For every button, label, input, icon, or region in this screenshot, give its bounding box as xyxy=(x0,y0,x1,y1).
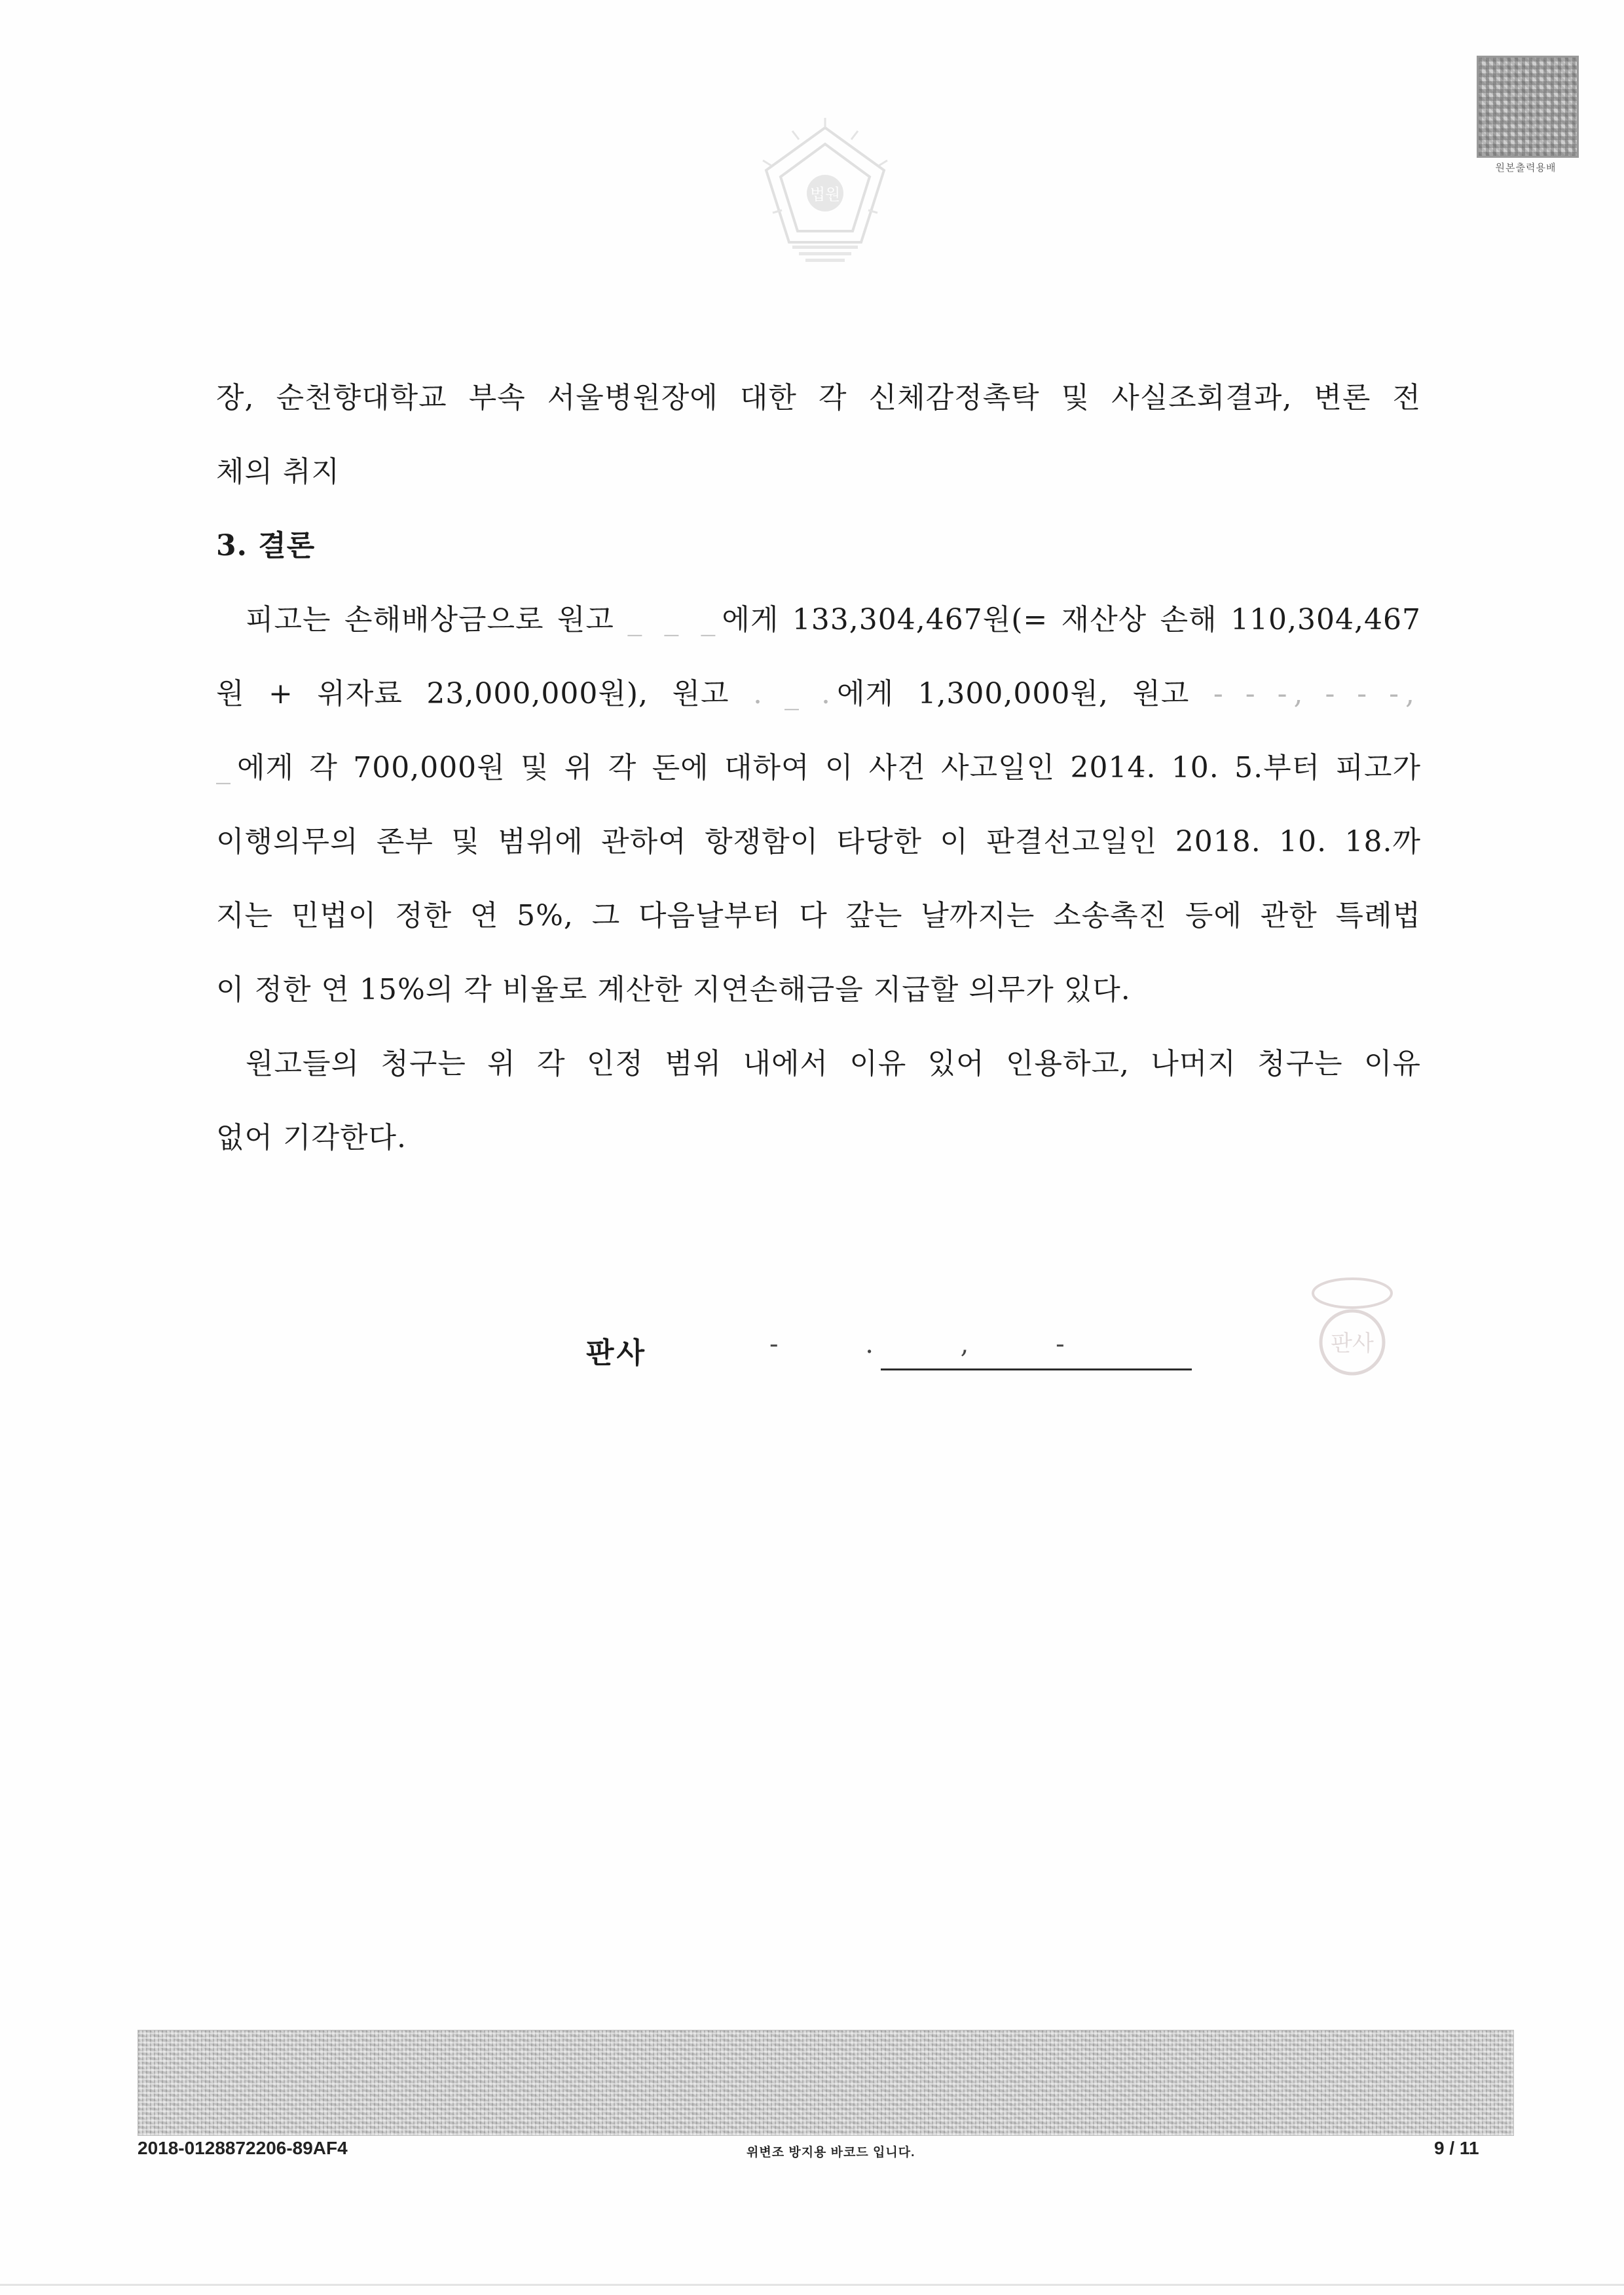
redacted-name: _ _ _ xyxy=(627,603,722,636)
emblem-label: 법원 xyxy=(809,185,841,204)
judge-seal-icon xyxy=(1303,1267,1401,1378)
redacted-name: . _ . xyxy=(752,677,837,710)
document-code: 2018-0128872206-89AF4 xyxy=(138,2138,348,2158)
seal-label: 판사 xyxy=(1331,1331,1374,1357)
conclusion-line-8: 없어 기각한다. xyxy=(216,1121,407,1154)
conclusion-line-6: 이 정한 연 15%의 각 비율로 계산한 지연손해금을 지급할 의무가 있다. xyxy=(216,973,1131,1006)
conclusion-text: 피고는 손해배상금으로 원고 xyxy=(246,603,628,636)
redacted-name: - - -, - - -, xyxy=(1213,677,1421,710)
anti-forgery-barcode xyxy=(138,2030,1514,2136)
barcode-note: 위변조 방지용 바코드 입니다. xyxy=(747,2146,915,2159)
judgment-body xyxy=(216,380,1421,1194)
conclusion-text: 에게 각 700,000원 및 위 각 돈에 대하여 이 사건 사고일인 2014. 10. 5.부터 피고가 xyxy=(237,751,1421,784)
section-heading: 3. 결론 xyxy=(216,529,316,562)
redacted-name: _ xyxy=(216,751,237,784)
page-number: 9 / 11 xyxy=(1434,2138,1479,2158)
conclusion-line-3 xyxy=(216,750,1421,786)
page-edge-divider xyxy=(0,2284,1624,2286)
conclusion-text: 에게 1,300,000원, 원고 xyxy=(836,677,1213,710)
court-emblem-icon xyxy=(753,115,897,265)
judge-label: 판사 xyxy=(586,1336,648,1370)
body-line-1: 장, 순천향대학교 부속 서울병원장에 대한 각 신체감정촉탁 및 사실조회결과, 변론 전 xyxy=(216,381,1422,414)
conclusion-line-7: 원고들의 청구는 위 각 인정 범위 내에서 이유 있어 인용하고, 나머지 청구는 이유 xyxy=(246,1047,1421,1080)
judge-signature-block xyxy=(586,1329,1411,1382)
conclusion-line-4: 이행의무의 존부 및 범위에 관하여 항쟁함이 타당한 이 판결선고일인 2018. 10. 18.까 xyxy=(216,825,1421,858)
signature-line xyxy=(881,1368,1192,1370)
conclusion-text: 에게 133,304,467원(= 재산상 손해 110,304,467 xyxy=(722,603,1421,636)
signature-redacted: - . , - xyxy=(769,1329,1104,1359)
conclusion-line-5: 지는 민법이 정한 연 5%, 그 다음날부터 다 갚는 날까지는 소송촉진 등에 관한 특례법 xyxy=(216,899,1421,932)
qr-caption: 원본출력용배 xyxy=(1495,162,1557,174)
verification-qr xyxy=(1477,56,1575,174)
qr-code-icon xyxy=(1477,56,1579,158)
conclusion-text: 원 + 위자료 23,000,000원), 원고 xyxy=(216,677,753,710)
conclusion-line-2 xyxy=(216,676,1421,712)
conclusion-line-1 xyxy=(216,602,1421,638)
body-line-2: 체의 취지 xyxy=(216,455,341,488)
